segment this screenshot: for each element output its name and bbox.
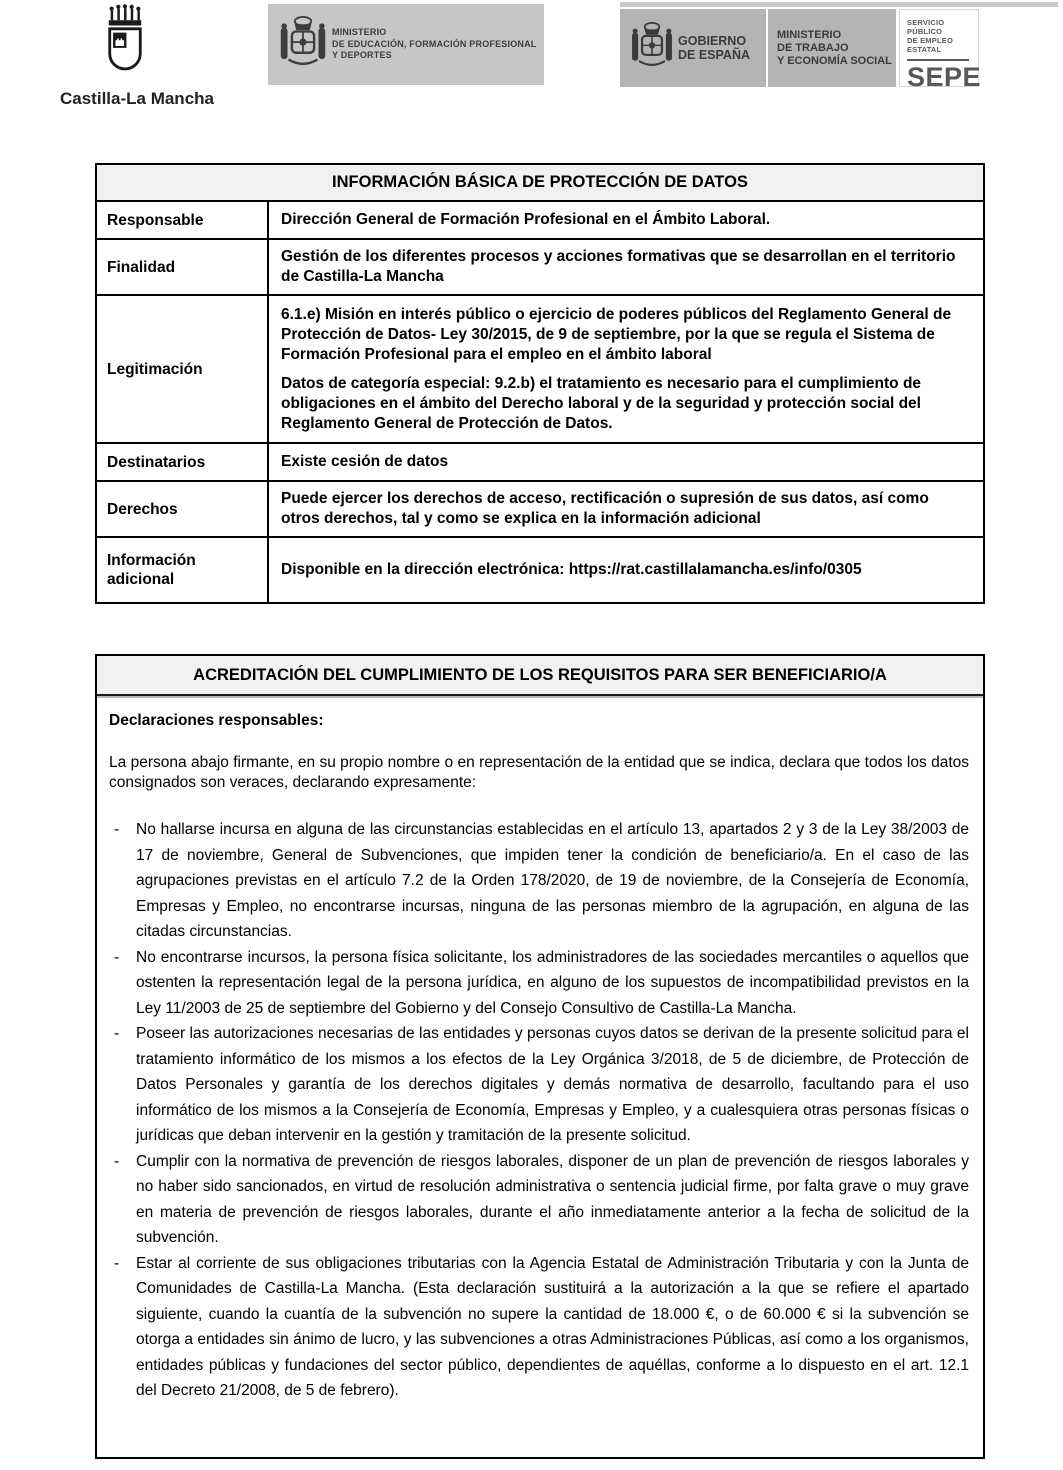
declaration-text: No encontrarse incursos, la persona física solicitante, los administradores de las sociedades mercantiles o aquellos que ostenten la representación legal de la persona jurídica, en alguno de los supuestos de incompatibilidad previstos en la Ley 11/2003 de 25 de septiembre del Gobierno y del Consejo Consultivo de Castilla-La Mancha. — [136, 948, 969, 1017]
spain-coat-of-arms-icon — [274, 14, 332, 76]
ministerio-educacion-logo — [268, 4, 544, 85]
ministerio-trabajo-line1: MINISTERIO — [777, 28, 842, 41]
table-row-destinatarios — [97, 444, 983, 482]
sepe-line2: DE EMPLEO ESTATAL — [907, 36, 953, 54]
row-label: Información adicional — [97, 538, 269, 602]
declaration-text: No hallarse incursa en alguna de las circunstancias establecidas en el artículo 13, apartados 2 y 3 de la Ley 38/2003 de 17 de noviembre, General de Subvenciones, que impiden tener la condición de beneficiario/a. En el caso de las agrupaciones previstas en el artículo 7.2 de la Orden 178/2020, de 19 de noviembre, de la Consejería de Economía, Empresas y Empleo, no encontrarse incursas, ninguna de las personas miembro de la agrupación, en alguna de las citadas circunstancias. — [136, 821, 969, 940]
ministerio-trabajo-logo — [768, 9, 896, 87]
row-label: Legitimación — [97, 296, 269, 442]
table-row-derechos — [97, 482, 983, 538]
logo-top-strip — [620, 2, 1058, 7]
declaration-item — [109, 1021, 969, 1149]
declarations-list — [109, 817, 969, 1404]
row-label: Finalidad — [97, 240, 269, 294]
sepe-divider — [907, 59, 969, 61]
declarations-subtitle: Declaraciones responsables: — [109, 712, 324, 729]
row-value info-url: Disponible en la dirección electrónica: https://rat.castillalamancha.es/info/0305 — [281, 561, 862, 578]
castilla-la-mancha-label: Castilla-La Mancha — [60, 89, 214, 108]
accreditation-section-title: ACREDITACIÓN DEL CUMPLIMIENTO DE LOS REQUISITOS PARA SER BENEFICIARIO/A — [97, 656, 983, 696]
declaration-item — [109, 945, 969, 1022]
gobierno-espana-logo — [620, 9, 766, 87]
castilla-la-mancha-shield-icon — [86, 4, 164, 88]
sepe-acronym: SEPE — [907, 62, 982, 92]
gobierno-espana-logo-cluster — [620, 2, 1058, 92]
row-value: Gestión de los diferentes procesos y acciones formativas que se desarrollan en el territorio de Castilla-La Mancha — [281, 248, 956, 285]
sepe-logo — [899, 9, 982, 92]
dash-bullet: - — [114, 1254, 120, 1272]
ministerio-educacion-line2: DE EDUCACIÓN, FORMACIÓN PROFESIONAL — [332, 38, 537, 49]
row-value: Puede ejercer los derechos de acceso, rectificación o supresión de sus datos, así como otros derechos, tal y como se explica en la información adicional — [281, 490, 929, 527]
row-value-paragraph-1: 6.1.e) Misión en interés público o ejercicio de poderes públicos del Reglamento General de Protección de Datos- Ley 30/2015, de 9 de septiembre, por la que se regula el Sistema de Formación Profesional para el empleo en el ámbito laboral — [281, 305, 952, 363]
table-row-responsable — [97, 202, 983, 240]
spain-coat-of-arms-icon — [626, 19, 678, 77]
row-value: Dirección General de Formación Profesional en el Ámbito Laboral. — [281, 211, 771, 228]
dash-bullet: - — [114, 1152, 120, 1170]
row-value: Existe cesión de datos — [281, 453, 449, 470]
declarations-intro: La persona abajo firmante, en su propio nombre o en representación de la entidad que se indica, declara que todos los datos consignados son veraces, declarando expresamente: — [109, 754, 969, 791]
logo-header — [0, 0, 1063, 163]
declaration-text: Estar al corriente de sus obligaciones tributarias con la Agencia Estatal de Administración Tributaria y con la Junta de Comunidades de Castilla-La Mancha. (Esta declaración sustituirá a la autorización a la que se refiere el apartado siguiente, cuando la cuantía de la subvención no supere la cantidad de 18.000 €, o de 60.000 € si la subvención se otorga a entidades sin ánimo de lucro, y las subvenciones a otras Administraciones Públicas, así como a los organismos, entidades públicas y fundaciones del sector público, dependientes de aquéllas, conforme a lo dispuesto en el art. 12.1 del Decreto 21/2008, de 5 de febrero). — [136, 1254, 969, 1399]
dash-bullet: - — [114, 1025, 120, 1042]
dash-bullet: - — [114, 821, 120, 838]
row-value-paragraph-2: Datos de categoría especial: 9.2.b) el tratamiento es necesario para el cumplimiento de obligaciones en el ámbito del Derecho laboral y de la seguridad y protección social del Reglamento General de Protección de Datos. — [281, 374, 922, 432]
declaration-item — [109, 1251, 969, 1404]
declaration-item — [109, 1149, 969, 1251]
declaration-item — [109, 817, 969, 945]
ministerio-educacion-line3: Y DEPORTES — [332, 50, 392, 61]
dash-bullet: - — [114, 948, 120, 966]
ministerio-trabajo-line3: Y ECONOMÍA SOCIAL — [777, 54, 892, 67]
castilla-la-mancha-logo — [60, 4, 214, 109]
sepe-line1: SERVICIO PÚBLICO — [907, 18, 945, 36]
gobierno-line2: DE ESPAÑA — [678, 48, 751, 62]
row-label: Destinatarios — [97, 444, 269, 480]
declaration-text: Poseer las autorizaciones necesarias de las entidades y personas cuyos datos se derivan de la presente solicitud para el tratamiento informático de los mismos a los efectos de la Ley Orgánica 3/2018, de 5 de diciembre, de Protección de Datos Personales y garantía de los derechos digitales y demás normativa de desarrollo, facultando para el uso informático de los mismos a la Consejería de Economía, Empresas y Empleo, y a cualesquiera otras personas físicas o jurídicas que deban intervenir en la gestión y tramitación de la presente solicitud. — [136, 1025, 969, 1144]
accreditation-body — [97, 696, 983, 1404]
accreditation-section — [95, 654, 985, 1459]
data-protection-table-title: INFORMACIÓN BÁSICA DE PROTECCIÓN DE DATOS — [97, 165, 983, 202]
gobierno-line1: GOBIERNO — [678, 34, 747, 48]
ministerio-trabajo-line2: DE TRABAJO — [777, 41, 849, 54]
table-row-legitimacion — [97, 296, 983, 444]
table-row-finalidad — [97, 240, 983, 296]
data-protection-table — [95, 163, 985, 604]
table-row-informacion-adicional — [97, 538, 983, 602]
declaration-text: Cumplir con la normativa de prevención de riesgos laborales, disponer de un plan de prevención de riesgos laborales y no haber sido sancionados, en virtud de resolución administrativa o sentencia judicial firme, por falta grave o muy grave en materia de prevención de riesgos laborales, durante el año inmediatamente anterior a la fecha de solicitud de la subvención. — [136, 1152, 969, 1246]
row-label: Responsable — [97, 202, 269, 238]
ministerio-educacion-line1: MINISTERIO — [332, 27, 387, 38]
row-label: Derechos — [97, 482, 269, 536]
